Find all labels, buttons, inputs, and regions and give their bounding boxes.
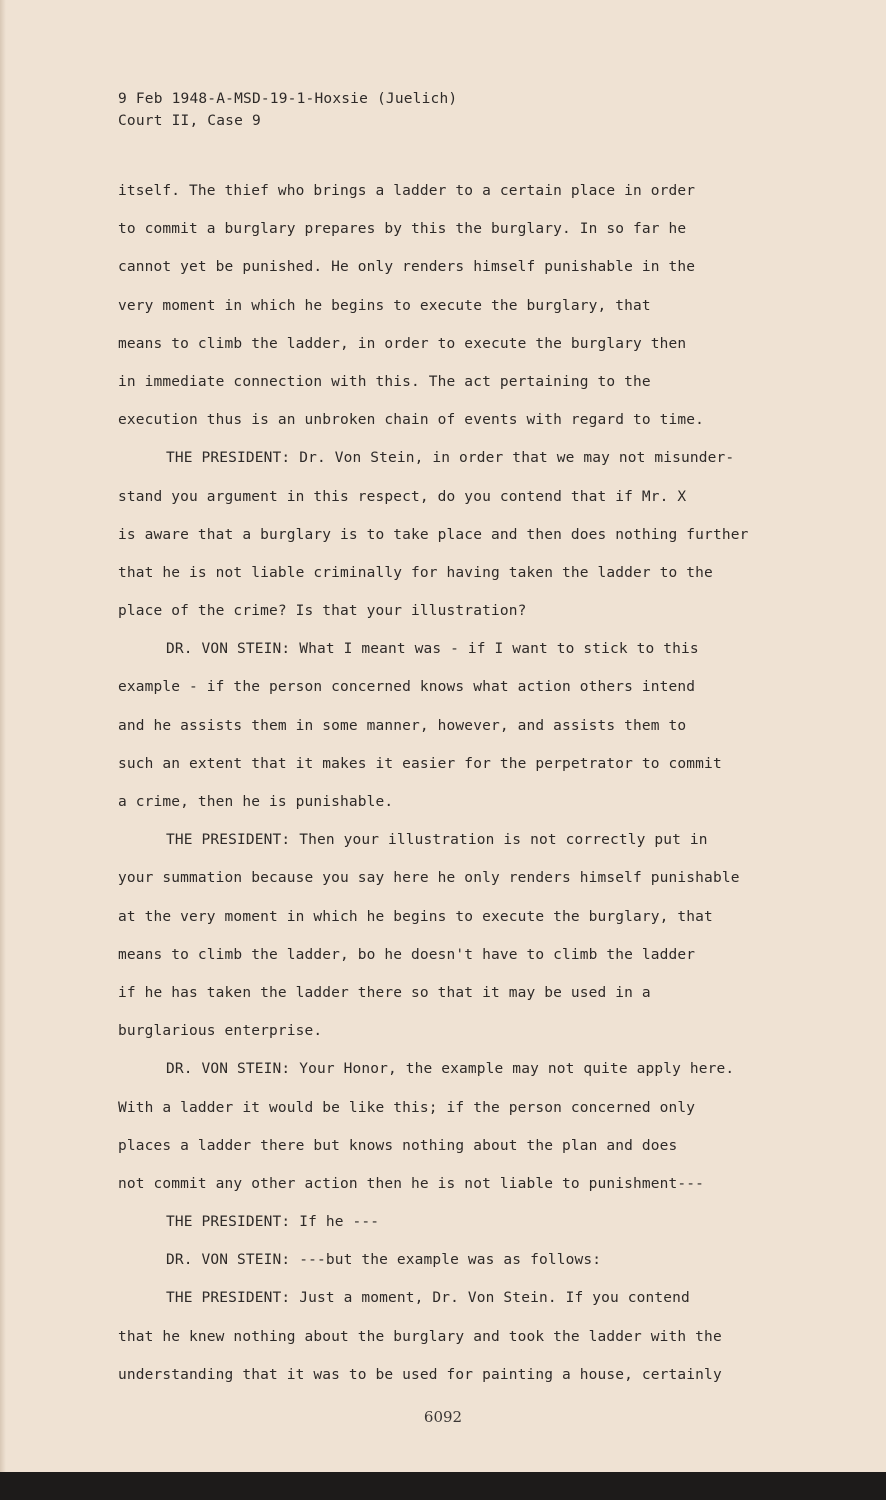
document-header xyxy=(118,88,457,132)
text-line: means to climb the ladder, bo he doesn't have to climb the ladder xyxy=(118,946,696,963)
text-line: to commit a burglary prepares by this the burglary. In so far he xyxy=(118,221,687,238)
text-line: that he is not liable criminally for having taken the ladder to the xyxy=(118,564,713,581)
text-line: a crime, then he is punishable. xyxy=(118,794,394,810)
text-line: understanding that it was to be used for painting a house, certainly xyxy=(118,1366,722,1383)
text-line: cannot yet be punished. He only renders himself punishable in the xyxy=(118,259,696,276)
text-line: With a ladder it would be like this; if the person concerned only xyxy=(118,1099,696,1116)
text-line: that he knew nothing about the burglary and took the ladder with the xyxy=(118,1328,722,1345)
header-line-2: Court II, Case 9 xyxy=(118,113,261,129)
text-line: places a ladder there but knows nothing about the plan and does xyxy=(118,1137,678,1154)
page-edge-shadow xyxy=(0,0,6,1500)
text-line: DR. VON STEIN: ---but the example was as follows: xyxy=(166,1252,602,1269)
text-line: and he assists them in some manner, however, and assists them to xyxy=(118,717,687,734)
text-line: THE PRESIDENT: Then your illustration is not correctly put in xyxy=(166,832,708,849)
text-line: very moment in which he begins to execute the burglary, that xyxy=(118,297,651,314)
text-line: such an extent that it makes it easier for the perpetrator to commit xyxy=(118,755,722,772)
text-line: means to climb the ladder, in order to execute the burglary then xyxy=(118,335,687,352)
text-line: stand you argument in this respect, do you contend that if Mr. X xyxy=(118,488,687,505)
scan-border-bottom xyxy=(0,1472,886,1500)
text-line: not commit any other action then he is not liable to punishment--- xyxy=(118,1175,705,1192)
text-line: execution thus is an unbroken chain of events with regard to time. xyxy=(118,412,705,429)
text-line: is aware that a burglary is to take place and then does nothing further xyxy=(118,526,749,543)
text-line: burglarious enterprise. xyxy=(118,1023,323,1040)
text-line: in immediate connection with this. The act pertaining to the xyxy=(118,373,651,390)
text-line: if he has taken the ladder there so that it may be used in a xyxy=(118,984,651,1001)
text-line: DR. VON STEIN: Your Honor, the example may not quite apply here. xyxy=(166,1061,735,1078)
text-line: DR. VON STEIN: What I meant was - if I want to stick to this xyxy=(166,641,699,658)
header-line-1: 9 Feb 1948-A-MSD-19-1-Hoxsie (Juelich) xyxy=(118,91,458,107)
text-line: THE PRESIDENT: If he --- xyxy=(166,1214,380,1231)
page-number: 6092 xyxy=(423,1408,463,1426)
text-line: THE PRESIDENT: Dr. Von Stein, in order that we may not misunder- xyxy=(166,450,735,467)
text-line: THE PRESIDENT: Just a moment, Dr. Von Stein. If you contend xyxy=(166,1290,690,1307)
text-line: at the very moment in which he begins to execute the burglary, that xyxy=(118,908,713,925)
transcript-body xyxy=(118,178,808,1400)
text-line: example - if the person concerned knows what action others intend xyxy=(118,679,696,696)
text-line: your summation because you say here he only renders himself punishable xyxy=(118,870,740,887)
text-line: itself. The thief who brings a ladder to a certain place in order xyxy=(118,183,696,199)
text-line: place of the crime? Is that your illustration? xyxy=(118,603,527,620)
